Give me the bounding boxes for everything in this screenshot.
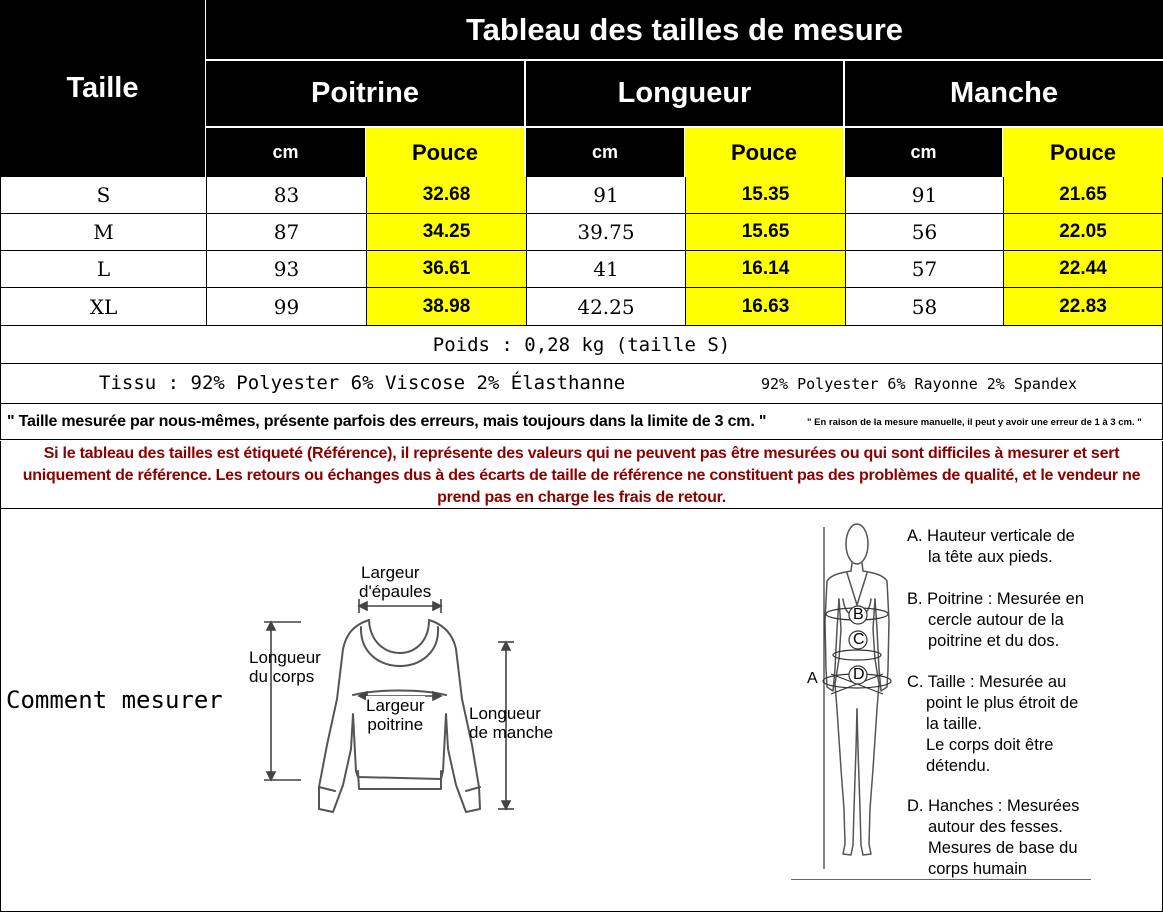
- value-cell: [1004, 177, 1163, 214]
- value-text: 57: [911, 257, 938, 281]
- chest-width-label: [366, 696, 425, 734]
- unit-cm: [206, 128, 365, 177]
- value-text: 91: [911, 183, 938, 207]
- value-text: 38.98: [422, 295, 471, 317]
- value-text: 34.25: [422, 221, 471, 242]
- weight-text: Poids : 0,28 kg (taille S): [432, 333, 731, 356]
- fabric-en-text: 92% Polyester 6% Rayonne 2% Spandex: [761, 375, 1078, 393]
- value-text: 36.61: [422, 258, 471, 279]
- value-text: 22.83: [1059, 295, 1107, 317]
- size-text: S: [96, 183, 111, 207]
- unit-label: cm: [910, 142, 937, 162]
- size-label-text: Taille: [66, 72, 139, 104]
- table-row: [1, 251, 1163, 288]
- table-row: [1, 177, 1163, 214]
- group-manche: [845, 61, 1163, 126]
- unit-label: Pouce: [411, 139, 479, 165]
- label-line: Largeur: [366, 696, 425, 715]
- value-text: 15.35: [741, 184, 790, 205]
- note-line: poitrine et du dos.: [928, 632, 1060, 650]
- label-line: Largeur: [361, 563, 420, 582]
- value-cell: [207, 251, 367, 288]
- value-cell: [367, 288, 527, 326]
- note-line: la tête aux pieds.: [928, 548, 1053, 566]
- value-cell: [686, 251, 846, 288]
- size-cell: [1, 288, 207, 326]
- note-line: Mesures de base du: [928, 839, 1078, 857]
- letter-b: B: [853, 606, 864, 623]
- note-line: autour des fesses.: [928, 818, 1063, 836]
- note-a: [907, 526, 1075, 568]
- sleeve-length-label: [469, 704, 553, 742]
- body-length-label: [249, 648, 321, 686]
- value-cell: [367, 214, 527, 251]
- label-line: poitrine: [367, 715, 424, 734]
- note-line: cercle autour de la: [928, 611, 1064, 629]
- note-line: A. Hauteur verticale de: [907, 527, 1075, 545]
- size-cell: [1, 251, 207, 288]
- measure-note-small: " En raison de la mesure manuelle, il peut y avoir une erreur de 1 à 3 cm. ": [807, 417, 1142, 428]
- value-text: 22.05: [1059, 221, 1107, 242]
- how-to-section: [0, 509, 1163, 912]
- value-text: 93: [273, 257, 300, 281]
- value-text: 21.65: [1059, 184, 1107, 205]
- shoulder-label: [359, 563, 431, 601]
- value-cell: [527, 214, 686, 251]
- group-label: Poitrine: [311, 77, 419, 109]
- group-label: Manche: [950, 77, 1058, 109]
- note-line: détendu.: [926, 757, 991, 775]
- note-line: B. Poitrine : Mesurée en: [907, 590, 1085, 608]
- value-text: 56: [911, 220, 938, 244]
- value-text: 42.25: [577, 294, 635, 319]
- value-text: 99: [273, 294, 300, 319]
- note-b: [907, 589, 1084, 652]
- value-cell: [527, 288, 686, 326]
- value-cell: [686, 214, 846, 251]
- unit-label: cm: [272, 142, 299, 162]
- weight-row: [0, 326, 1163, 364]
- measure-note-main: " Taille mesurée par nous-mêmes, présente parfois des erreurs, mais toujours dans la limite de 3 cm. ": [7, 413, 767, 430]
- value-text: 32.68: [422, 184, 471, 205]
- table-title-text: Tableau des tailles de mesure: [465, 11, 904, 47]
- value-text: 22.44: [1059, 258, 1107, 279]
- value-text: 83: [273, 183, 300, 207]
- unit-cm: [845, 128, 1002, 177]
- label-line: du corps: [249, 667, 315, 686]
- group-label: Longueur: [617, 77, 752, 109]
- measure-note-row: [0, 404, 1163, 440]
- value-cell: [1004, 251, 1163, 288]
- table-row: [1, 214, 1163, 251]
- value-text: 58: [911, 294, 938, 319]
- unit-pouce: [685, 128, 843, 177]
- size-text: L: [96, 257, 111, 281]
- value-text: 91: [593, 183, 619, 207]
- unit-pouce: [1003, 128, 1163, 177]
- unit-label: Pouce: [1049, 139, 1117, 165]
- note-line: corps humain: [928, 860, 1028, 878]
- table-title: [206, 0, 1163, 59]
- size-table-body: [0, 177, 1163, 326]
- reference-note-text: Si le tableau des tailles est étiqueté (Référence), il représente des valeurs qui ne peuvent pas être mesurées ou qui sont difficiles à mesurer et sert uniquement de référence. Les retours ou échanges dus à des écarts de taille de référence ne constituent pas des problèmes de qualité, et le vendeur ne prend pas en charge les frais de retour.: [22, 445, 1141, 506]
- value-cell: [686, 177, 846, 214]
- note-line: la taille.: [926, 715, 982, 733]
- note-line: Le corps doit être: [926, 736, 1054, 754]
- note-line: point le plus étroit de: [926, 694, 1079, 712]
- unit-label: cm: [591, 142, 618, 162]
- label-line: Longueur: [249, 648, 321, 667]
- size-text: XL: [89, 294, 118, 319]
- note-line: C. Taille : Mesurée au: [907, 673, 1067, 691]
- note-d: [907, 796, 1079, 880]
- size-cell: [1, 177, 207, 214]
- value-cell: [846, 288, 1004, 326]
- letter-a: A: [807, 670, 818, 687]
- value-cell: [207, 214, 367, 251]
- label-line: d'épaules: [359, 582, 432, 601]
- unit-cm: [526, 128, 684, 177]
- value-cell: [207, 177, 367, 214]
- value-cell: [527, 177, 686, 214]
- value-text: 41: [593, 257, 619, 281]
- label-line: de manche: [469, 723, 554, 742]
- value-text: 15.65: [741, 221, 790, 242]
- value-cell: [1004, 214, 1163, 251]
- note-line: D. Hanches : Mesurées: [907, 797, 1080, 815]
- fabric-fr-text: Tissu : 92% Polyester 6% Viscose 2% Élasthanne: [99, 372, 626, 394]
- group-longueur: [526, 61, 843, 126]
- value-cell: [367, 251, 527, 288]
- how-to-title: Comment mesurer: [6, 686, 223, 714]
- value-cell: [527, 251, 686, 288]
- value-cell: [686, 288, 846, 326]
- size-text: M: [93, 220, 114, 244]
- letter-d: D: [853, 666, 865, 683]
- value-cell: [207, 288, 367, 326]
- value-cell: [846, 251, 1004, 288]
- value-text: 87: [273, 220, 300, 244]
- size-cell: [1, 214, 207, 251]
- value-cell: [1004, 288, 1163, 326]
- label-line: Longueur: [469, 704, 541, 723]
- value-text: 16.63: [741, 295, 790, 317]
- header-size-label: [0, 0, 205, 177]
- value-text: 39.75: [577, 220, 635, 244]
- body-figure: [781, 509, 911, 912]
- value-cell: [846, 177, 1004, 214]
- value-cell: [367, 177, 527, 214]
- letter-c: C: [853, 631, 865, 648]
- value-cell: [846, 214, 1004, 251]
- unit-label: Pouce: [730, 139, 798, 165]
- value-text: 16.14: [741, 258, 790, 279]
- unit-pouce: [366, 128, 524, 177]
- note-c: [907, 672, 1078, 777]
- group-poitrine: [206, 61, 524, 126]
- fabric-row: [0, 364, 1163, 404]
- reference-note: [0, 441, 1163, 509]
- table-row: [1, 288, 1163, 326]
